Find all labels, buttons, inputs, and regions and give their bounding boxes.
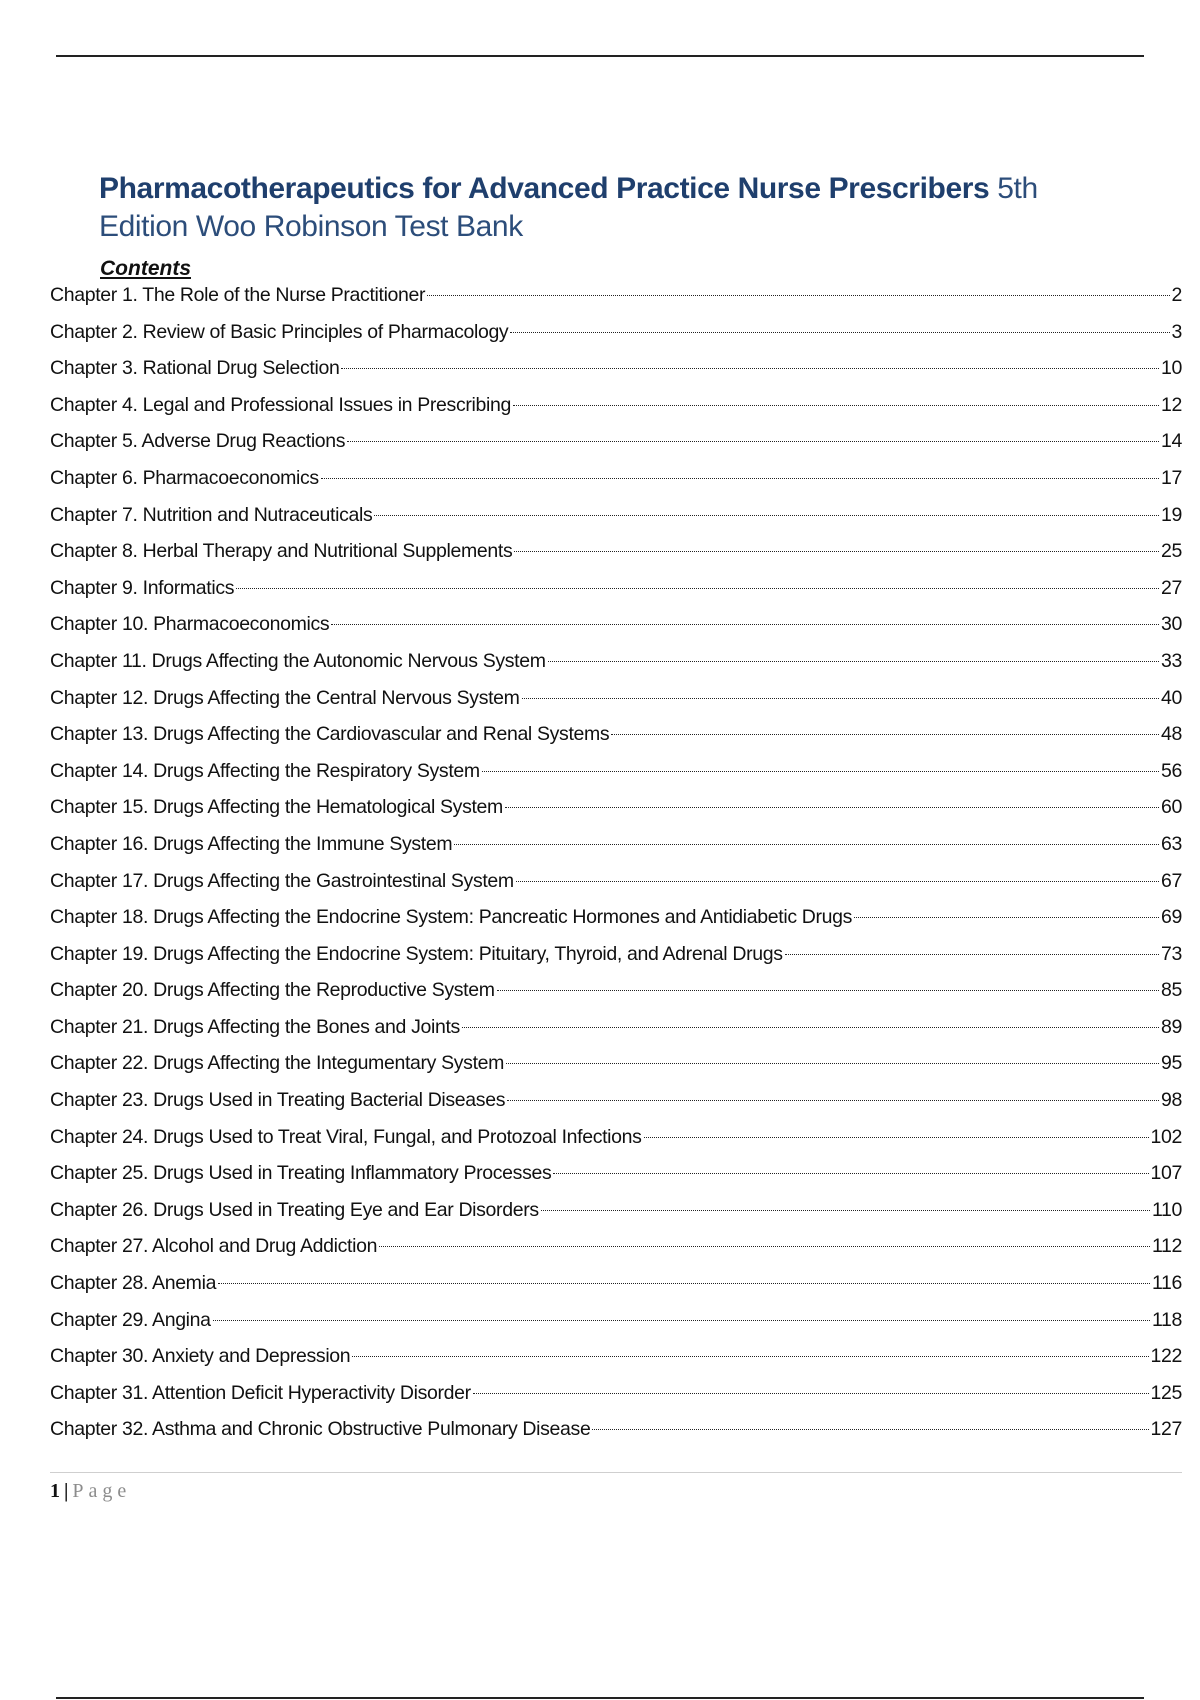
toc-entry-title: Chapter 6. Pharmacoeconomics xyxy=(50,466,319,489)
toc-entry-chapter-26[interactable] xyxy=(50,1195,1182,1232)
toc-entry-title: Chapter 26. Drugs Used in Treating Eye and Ear Disorders xyxy=(50,1198,539,1221)
toc-entry-title: Chapter 32. Asthma and Chronic Obstructive Pulmonary Disease xyxy=(50,1418,591,1441)
toc-entry-page: 112 xyxy=(1151,1235,1182,1258)
toc-entry-chapter-6[interactable] xyxy=(50,463,1182,500)
toc-entry-page: 118 xyxy=(1151,1308,1182,1331)
toc-dot-leader xyxy=(507,1100,1159,1101)
toc-entry-chapter-30[interactable] xyxy=(50,1341,1182,1378)
toc-dot-leader xyxy=(473,1393,1149,1394)
toc-entry-title: Chapter 28. Anemia xyxy=(50,1272,217,1295)
toc-entry-chapter-19[interactable] xyxy=(50,939,1182,976)
toc-entry-page: 85 xyxy=(1161,979,1182,1002)
toc-entry-title: Chapter 17. Drugs Affecting the Gastrointestinal System xyxy=(50,869,514,892)
toc-entry-page: 107 xyxy=(1150,1162,1182,1185)
toc-entry-chapter-18[interactable] xyxy=(50,902,1182,939)
toc-entry-page: 102 xyxy=(1150,1125,1182,1148)
footer-rule xyxy=(50,1472,1182,1473)
toc-entry-title: Chapter 10. Pharmacoeconomics xyxy=(50,613,330,636)
toc-entry-chapter-13[interactable] xyxy=(50,719,1182,756)
toc-entry-page: 95 xyxy=(1161,1052,1182,1075)
toc-entry-page: 98 xyxy=(1161,1089,1182,1112)
toc-entry-page: 48 xyxy=(1161,723,1182,746)
toc-entry-chapter-27[interactable] xyxy=(50,1231,1182,1268)
toc-dot-leader xyxy=(341,368,1159,369)
toc-entry-title: Chapter 1. The Role of the Nurse Practitioner xyxy=(50,284,426,306)
footer-page-word: Page xyxy=(72,1480,132,1502)
toc-entry-title: Chapter 24. Drugs Used to Treat Viral, Fungal, and Protozoal Infections xyxy=(50,1125,642,1148)
toc-entry-chapter-32[interactable] xyxy=(50,1414,1182,1451)
toc-dot-leader xyxy=(522,698,1159,699)
toc-entry-chapter-10[interactable] xyxy=(50,609,1182,646)
toc-entry-title: Chapter 27. Alcohol and Drug Addiction xyxy=(50,1235,378,1258)
toc-entry-page: 67 xyxy=(1161,869,1182,892)
toc-entry-chapter-3[interactable] xyxy=(50,353,1182,390)
document-title xyxy=(99,170,1129,246)
toc-entry-title: Chapter 3. Rational Drug Selection xyxy=(50,357,340,380)
footer-page-number: 1 xyxy=(50,1480,60,1502)
toc-entry-title: Chapter 31. Attention Deficit Hyperactivity Disorder xyxy=(50,1381,471,1404)
toc-entry-chapter-8[interactable] xyxy=(50,536,1182,573)
toc-entry-chapter-24[interactable] xyxy=(50,1122,1182,1159)
toc-entry-page: 19 xyxy=(1161,503,1182,526)
toc-entry-title: Chapter 18. Drugs Affecting the Endocrine System: Pancreatic Hormones and Antidiabetic Drugs xyxy=(50,906,853,929)
toc-dot-leader xyxy=(352,1356,1148,1357)
toc-entry-title: Chapter 7. Nutrition and Nutraceuticals xyxy=(50,503,373,526)
toc-entry-title: Chapter 15. Drugs Affecting the Hematological System xyxy=(50,796,503,819)
toc-entry-chapter-12[interactable] xyxy=(50,683,1182,720)
toc-entry-page: 73 xyxy=(1161,942,1182,965)
toc-entry-chapter-15[interactable] xyxy=(50,792,1182,829)
toc-dot-leader xyxy=(854,917,1159,918)
toc-entry-page: 10 xyxy=(1161,357,1182,380)
toc-dot-leader xyxy=(482,771,1159,772)
toc-entry-title: Chapter 11. Drugs Affecting the Autonomic Nervous System xyxy=(50,649,546,672)
toc-entry-page: 116 xyxy=(1151,1272,1182,1295)
toc-entry-chapter-14[interactable] xyxy=(50,756,1182,793)
contents-heading: Contents xyxy=(100,257,191,280)
toc-entry-title: Chapter 9. Informatics xyxy=(50,576,235,599)
toc-entry-title: Chapter 14. Drugs Affecting the Respiratory System xyxy=(50,759,480,782)
toc-entry-title: Chapter 2. Review of Basic Principles of Pharmacology xyxy=(50,320,509,343)
toc-dot-leader xyxy=(611,734,1159,735)
toc-entry-page: 30 xyxy=(1161,613,1182,636)
toc-entry-title: Chapter 4. Legal and Professional Issues in Prescribing xyxy=(50,393,511,416)
toc-entry-page: 63 xyxy=(1161,832,1182,855)
toc-entry-title: Chapter 13. Drugs Affecting the Cardiovascular and Renal Systems xyxy=(50,723,610,746)
toc-entry-chapter-2[interactable] xyxy=(50,317,1182,354)
toc-entry-title: Chapter 5. Adverse Drug Reactions xyxy=(50,430,346,453)
toc-dot-leader xyxy=(236,588,1159,589)
toc-entry-title: Chapter 20. Drugs Affecting the Reproductive System xyxy=(50,979,495,1002)
toc-entry-page: 89 xyxy=(1161,1015,1182,1038)
toc-entry-chapter-23[interactable] xyxy=(50,1085,1182,1122)
toc-entry-page: 125 xyxy=(1150,1381,1182,1404)
toc-dot-leader xyxy=(454,844,1159,845)
toc-entry-chapter-25[interactable] xyxy=(50,1158,1182,1195)
bottom-rule xyxy=(56,1697,1144,1699)
toc-entry-chapter-9[interactable] xyxy=(50,573,1182,610)
toc-dot-leader xyxy=(516,881,1159,882)
toc-dot-leader xyxy=(379,1246,1150,1247)
toc-entry-page: 3 xyxy=(1171,320,1182,343)
toc-entry-chapter-29[interactable] xyxy=(50,1305,1182,1342)
toc-entry-title: Chapter 23. Drugs Used in Treating Bacterial Diseases xyxy=(50,1089,506,1112)
toc-entry-title: Chapter 22. Drugs Affecting the Integumentary System xyxy=(50,1052,505,1075)
document-title-rest: 5th Edition Woo Robinson Test Bank xyxy=(99,172,1038,243)
top-rule xyxy=(56,55,1144,57)
page-footer xyxy=(50,1478,131,1504)
toc-entry-title: Chapter 16. Drugs Affecting the Immune System xyxy=(50,832,453,855)
toc-dot-leader xyxy=(592,1429,1148,1430)
toc-entry-chapter-5[interactable] xyxy=(50,426,1182,463)
toc-dot-leader xyxy=(331,624,1159,625)
toc-dot-leader xyxy=(321,478,1159,479)
toc-entry-chapter-21[interactable] xyxy=(50,1012,1182,1049)
toc-entry-title: Chapter 8. Herbal Therapy and Nutritional Supplements xyxy=(50,540,513,563)
toc-entry-chapter-20[interactable] xyxy=(50,975,1182,1012)
toc-dot-leader xyxy=(497,990,1159,991)
toc-entry-page: 12 xyxy=(1161,393,1182,416)
toc-entry-page: 122 xyxy=(1150,1345,1182,1368)
toc-dot-leader xyxy=(541,1210,1150,1211)
toc-entry-title: Chapter 29. Angina xyxy=(50,1308,211,1331)
toc-entry-page: 14 xyxy=(1161,430,1182,453)
toc-entry-page: 69 xyxy=(1161,906,1182,929)
toc-entry-title: Chapter 25. Drugs Used in Treating Inflammatory Processes xyxy=(50,1162,552,1185)
toc-dot-leader xyxy=(514,551,1159,552)
toc-entry-page: 33 xyxy=(1161,649,1182,672)
toc-entry-chapter-1[interactable] xyxy=(50,280,1182,317)
toc-entry-chapter-7[interactable] xyxy=(50,500,1182,537)
toc-dot-leader xyxy=(213,1320,1150,1321)
toc-dot-leader xyxy=(644,1137,1149,1138)
toc-dot-leader xyxy=(218,1283,1150,1284)
toc-entry-chapter-22[interactable] xyxy=(50,1048,1182,1085)
toc-dot-leader xyxy=(553,1173,1148,1174)
toc-entry-title: Chapter 12. Drugs Affecting the Central Nervous System xyxy=(50,686,520,709)
toc-entry-page: 25 xyxy=(1161,540,1182,563)
toc-dot-leader xyxy=(374,515,1159,516)
toc-dot-leader xyxy=(347,441,1159,442)
toc-entry-chapter-17[interactable] xyxy=(50,866,1182,903)
toc-entry-title: Chapter 21. Drugs Affecting the Bones and Joints xyxy=(50,1015,460,1038)
toc-entry-chapter-16[interactable] xyxy=(50,829,1182,866)
toc-entry-chapter-11[interactable] xyxy=(50,646,1182,683)
table-of-contents xyxy=(50,280,1182,1451)
toc-entry-title: Chapter 30. Anxiety and Depression xyxy=(50,1345,351,1368)
toc-dot-leader xyxy=(513,405,1159,406)
toc-entry-page: 40 xyxy=(1161,686,1182,709)
toc-entry-page: 127 xyxy=(1150,1418,1182,1441)
toc-entry-page: 2 xyxy=(1171,284,1182,306)
toc-dot-leader xyxy=(548,661,1159,662)
toc-entry-page: 110 xyxy=(1151,1198,1182,1221)
toc-dot-leader xyxy=(427,295,1169,296)
toc-entry-chapter-31[interactable] xyxy=(50,1378,1182,1415)
toc-entry-page: 60 xyxy=(1161,796,1182,819)
toc-entry-chapter-28[interactable] xyxy=(50,1268,1182,1305)
toc-entry-title: Chapter 19. Drugs Affecting the Endocrine System: Pituitary, Thyroid, and Adrenal Drugs xyxy=(50,942,783,965)
toc-dot-leader xyxy=(785,954,1159,955)
toc-entry-page: 56 xyxy=(1161,759,1182,782)
toc-dot-leader xyxy=(462,1027,1159,1028)
toc-dot-leader xyxy=(505,807,1159,808)
toc-entry-page: 27 xyxy=(1161,576,1182,599)
footer-separator: | xyxy=(64,1480,69,1502)
toc-entry-page: 17 xyxy=(1161,466,1182,489)
document-title-bold: Pharmacotherapeutics for Advanced Practice Nurse Prescribers xyxy=(99,172,990,205)
toc-dot-leader xyxy=(506,1063,1159,1064)
toc-entry-chapter-4[interactable] xyxy=(50,390,1182,427)
toc-dot-leader xyxy=(510,332,1169,333)
